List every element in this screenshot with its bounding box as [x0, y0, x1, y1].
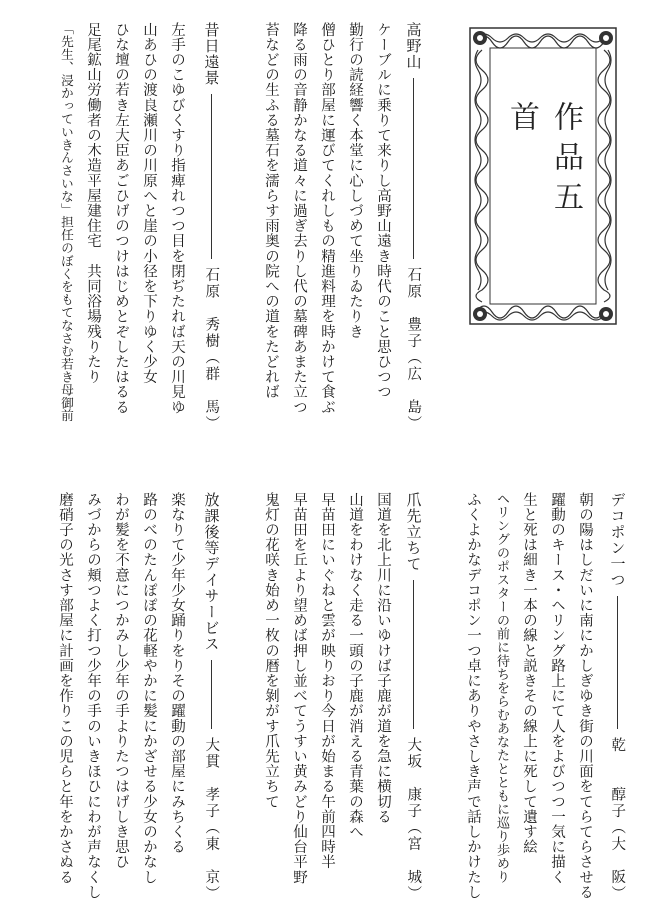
work-5-line-5: 磨硝子の光さす部屋に計画を作りこの児らと年をかさぬる — [57, 492, 73, 885]
work-3-line-3: 生と死は細き一本の線と説きその線上に死して遺す絵 — [521, 492, 537, 855]
work-1-line-2: 勤行の読経響く本堂に心しづめて坐りゐたりき — [347, 22, 363, 340]
work-1-line-1: ケーブルに乗りて来りし高野山遠き時代のこと思ひつつ — [375, 22, 391, 400]
top-section — [16, 22, 636, 432]
work-5-author: 大貫 孝子（東 京） — [203, 737, 220, 902]
work-4-heading — [402, 492, 424, 902]
title-rule — [413, 78, 414, 259]
work-2-line-1: 左手のこゆびくすり指痺れつつ目を閉ぢたれば天の川見ゆ — [169, 22, 185, 415]
work-5-line-2: 路のべのたんぽぽの花軽やかに髪にかざせる少女のかなし — [141, 492, 157, 885]
page-title: 作品五首 — [504, 101, 583, 221]
title-frame — [468, 26, 618, 326]
title-rule — [211, 94, 212, 259]
work-2-author: 石原 秀樹（群 馬） — [203, 267, 220, 432]
work-3-line-4: ヘリングのポスターの前に待ちをらむあなたとともに巡り歩めり — [494, 492, 509, 884]
work-1-heading — [402, 22, 424, 432]
title-rule — [617, 596, 618, 729]
work-2-title: 昔日遠景 — [202, 22, 221, 86]
work-4-line-3: 早苗田にいぐねと雲が映りおり今日が始まる午前四時半 — [319, 492, 335, 870]
work-4-title: 爪先立ちて — [404, 492, 423, 572]
work-1-title: 高野山 — [404, 22, 423, 70]
work-4-line-4: 早苗田を丘より望めば押し並べてうすい黄みどり仙台平野 — [291, 492, 307, 885]
work-5-line-3: わが髪を不意につかみし少年の手よりたつはげしき思ひ — [113, 492, 129, 870]
work-3-heading — [606, 492, 628, 902]
work-5-heading — [200, 492, 222, 902]
work-5-line-4: みづからの頬つよく打つ少年の手のいきほひにわが声なくし — [85, 492, 101, 900]
work-2-line-2: 山あひの渡良瀬川の川原へと崖の小径を下りゆく少女 — [141, 22, 157, 385]
work-2-line-3: ひな壇の若き左大臣あごひげのつけはじめとぞしたはるる — [113, 22, 129, 415]
work-4-line-2: 山道をわけなく走る一頭の子鹿が消える青葉の森へ — [347, 492, 363, 840]
work-4-author: 大坂 康子（宮 城） — [405, 737, 422, 902]
work-4-line-5: 鬼灯の花咲き始め一枚の暦を剝がす爪先立ちて — [263, 492, 279, 810]
work-1-author: 石原 豊子（広 島） — [405, 267, 422, 432]
work-2-heading — [200, 22, 222, 432]
work-3-author: 乾 醇子（大 阪） — [609, 737, 626, 902]
bottom-section — [16, 492, 636, 902]
work-3-title: デコポン一つ — [608, 492, 627, 588]
work-2-line-4: 足尾鉱山労働者の木造平屋建住宅 共同浴場残りたり — [85, 22, 101, 385]
work-5-line-1: 楽なりて少年少女踊りをりその躍動の部屋にみちくる — [169, 492, 185, 855]
work-3-line-1: 朝の陽はしだいに南にかしぎゆき街の川面をてらてらさせる — [577, 492, 593, 900]
title-rule — [413, 580, 414, 729]
work-2-line-5: 「先生、浸かっていきんさいな」担任のぼくをもてなさむ若き母御前 — [59, 22, 74, 422]
work-1-line-4: 降る雨の音静かなる道々に過ぎ去りし代の墓碑あまた立つ — [291, 22, 307, 415]
work-3-line-5: ふくよかなデコポン一つ卓にありやさしき声で話しかけたし — [465, 492, 481, 900]
work-4-line-1: 国道を北上川に沿いゆけば子鹿が道を急に横切る — [375, 492, 391, 825]
work-5-title: 放課後等デイサービス — [202, 492, 221, 652]
work-3-line-2: 躍動のキース・ヘリング路上にて人をよびつつ一気に描く — [549, 492, 565, 885]
work-1-line-5: 苔などの生ふる墓石を濡らす雨奥の院への道をたどれば — [263, 22, 279, 400]
work-1-line-3: 僧ひとり部屋に運びてくれしもの精進料理を時かけて食ぶ — [319, 22, 335, 415]
title-rule — [211, 660, 212, 729]
